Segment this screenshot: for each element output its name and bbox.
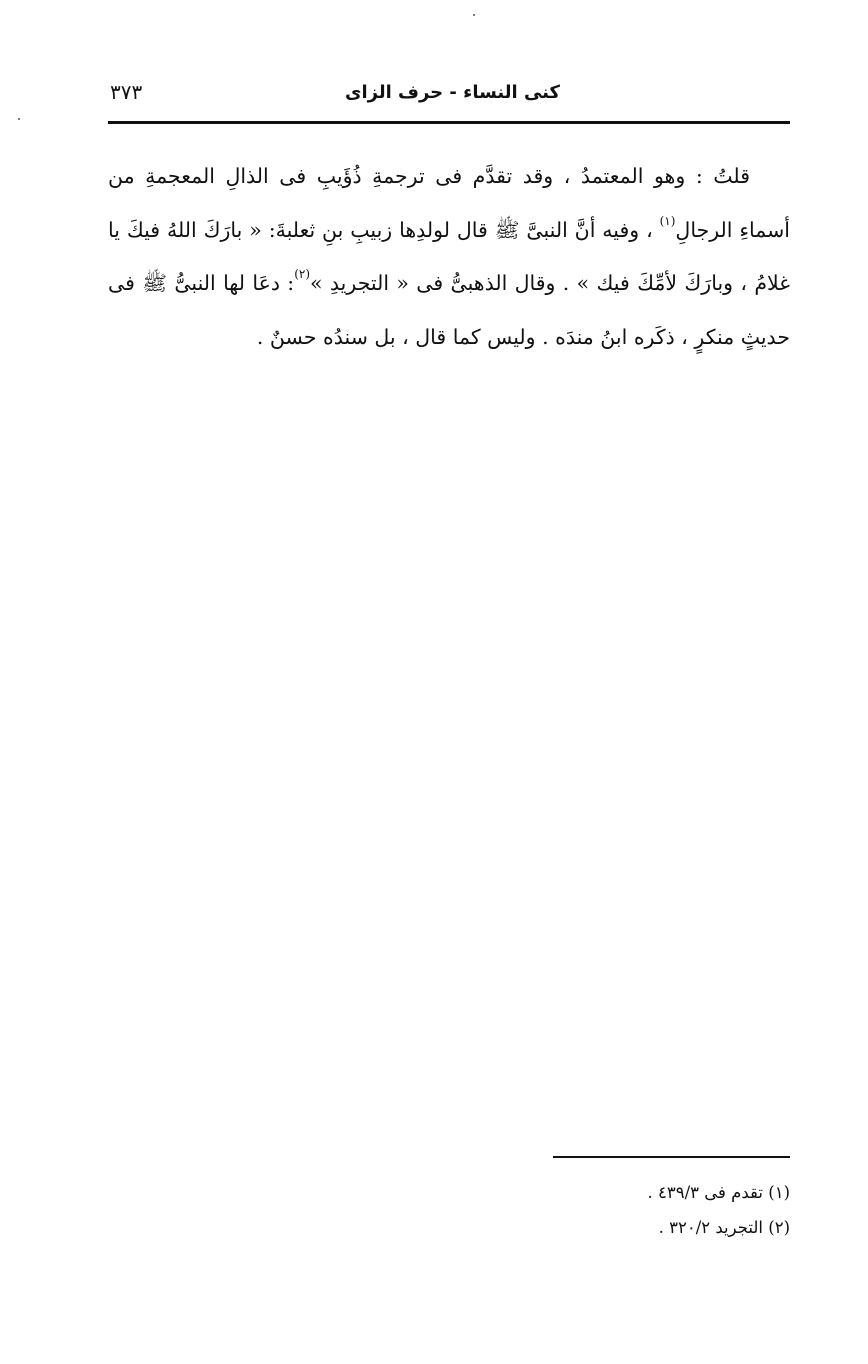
footnotes <box>490 1175 790 1245</box>
footnote: (١) تقدم فى ٤٣٩/٣ . <box>647 1183 790 1202</box>
body-paragraph <box>108 150 790 364</box>
footnote-ref: (٢) <box>294 267 311 281</box>
footnote-ref: (١) <box>659 213 676 228</box>
running-title: كنى النساء - حرف الزاى <box>345 82 560 103</box>
footnote: (٢) التجريد ٣٢٠/٢ . <box>658 1218 790 1237</box>
scan-speck <box>473 14 475 16</box>
scan-speck <box>18 118 20 120</box>
footnote-rule <box>553 1156 790 1158</box>
header-rule <box>108 121 790 124</box>
page-header <box>108 80 790 110</box>
text-run: ، وفيه أنَّ النبىَّ ﷺ قال لولدِها زبيبِ بنِ ثعلبةَ: « بارَكَ اللهُ فيكَ يا غلامُ ، وبارَكَ لأمِّكَ فيك » . وقال الذهبىُّ فى « التجريدِ » <box>108 217 791 295</box>
text-run: قلتُ : وهو المعتمدُ ، وقد تقدَّم فى ترجمةِ ذُؤَيبِ فى الذالِ المعجمةِ من أسماءِ الرجالِ <box>108 164 790 242</box>
paragraph <box>108 150 790 364</box>
text-run: : دعَا لها النبىُّ ﷺ فى حديثٍ منكرٍ ، ذكَره ابنُ مندَه . وليس كما قال ، بل سندُه حسنٌ . <box>108 271 790 349</box>
page-number: ٣٧٣ <box>110 80 143 104</box>
